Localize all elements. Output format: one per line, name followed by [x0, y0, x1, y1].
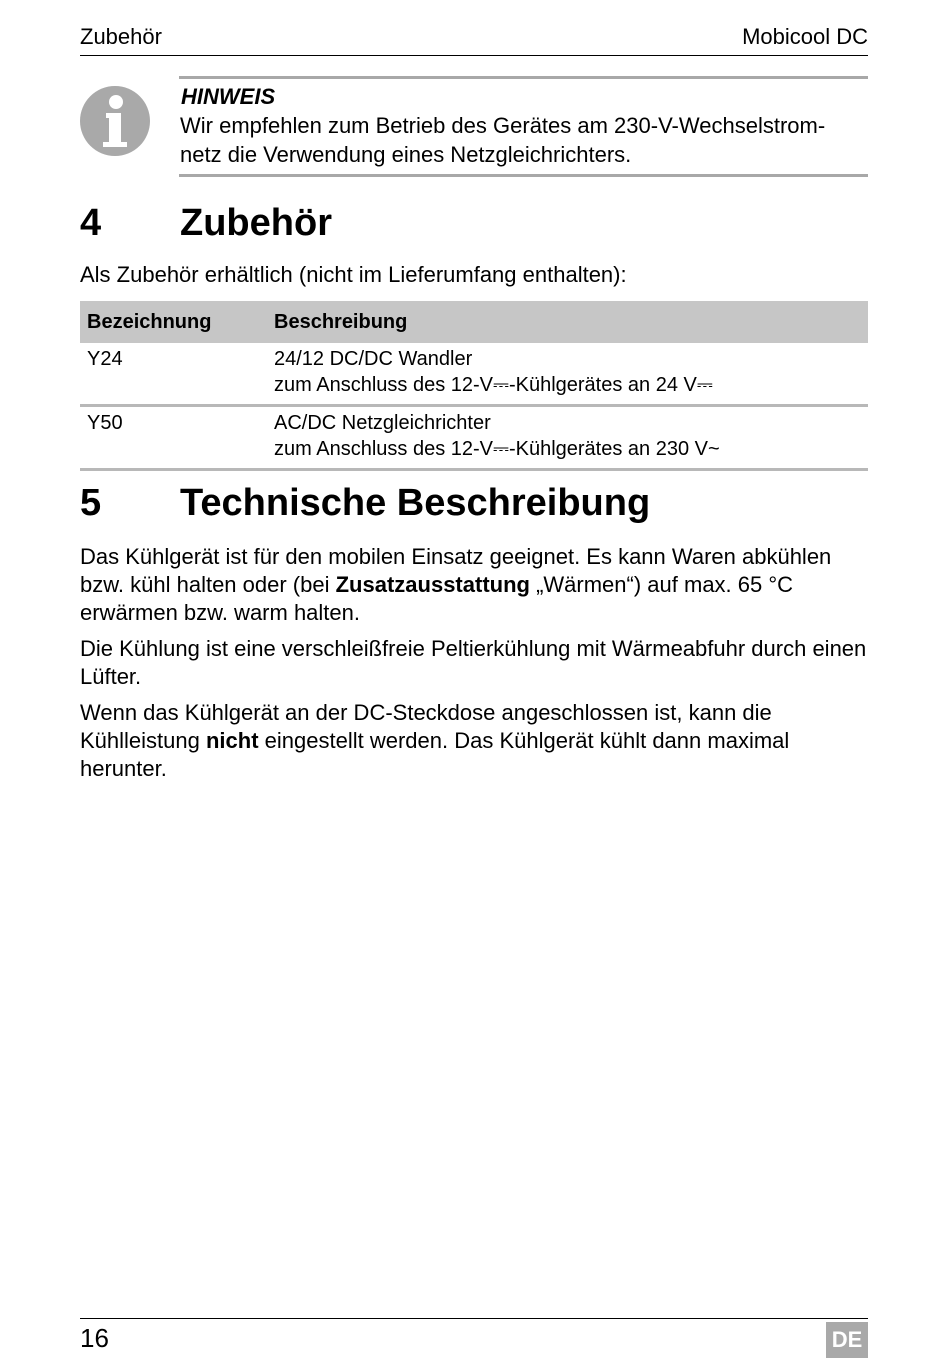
description-line: zum Anschluss des 12-V⎓-Kühlgerätes an 230 V~: [274, 438, 720, 460]
section-5-number: 5: [80, 482, 102, 524]
paragraph: Das Kühlgerät ist für den mobilen Einsatz geeignet. Es kann Waren abkühlen bzw. kühl halten oder (bei Zusatzausstattung „Wärmen“) auf max. 65 °C erwärmen bzw. warm halten.: [80, 544, 832, 625]
footer-divider: [80, 1318, 868, 1319]
section-4-intro: Als Zubehör erhältlich (nicht im Lieferumfang enthalten):: [80, 262, 627, 287]
section-5-title: Technische Beschreibung: [180, 482, 651, 524]
header-divider: [80, 55, 868, 56]
note-text-line: netz die Verwendung eines Netzgleichrichters.: [180, 142, 632, 167]
paragraph: Die Kühlung ist eine verschleißfreie Peltierkühlung mit Wärmeabfuhr durch einen Lüfter.: [80, 636, 867, 689]
description-line: 24/12 DC/DC Wandler: [274, 348, 473, 370]
note-top-rule: [179, 76, 868, 79]
note-text: [180, 111, 870, 169]
table-cell-description: [267, 343, 868, 406]
paragraph: Wenn das Kühlgerät an der DC-Steckdose angeschlossen ist, kann die Kühlleistung nicht eingestellt werden. Das Kühlgerät kühlt dann maximal herunter.: [80, 700, 790, 781]
table-row: [80, 406, 868, 470]
accessories-table: [80, 301, 868, 471]
note-text-line: Wir empfehlen zum Betrieb des Gerätes am 230-V-Wechselstrom-: [180, 113, 826, 138]
running-header-section: Zubehör: [80, 24, 162, 49]
table-row: [80, 343, 868, 406]
table-cell-designation: Y50: [80, 406, 267, 470]
language-badge: DE: [826, 1322, 868, 1358]
note-title: HINWEIS: [181, 84, 276, 109]
section-4-number: 4: [80, 202, 102, 244]
description-line: zum Anschluss des 12-V⎓-Kühlgerätes an 24 V⎓: [274, 374, 713, 396]
column-header-description: Beschreibung: [267, 301, 868, 343]
emphasis: nicht: [205, 728, 259, 753]
info-icon: [80, 86, 150, 156]
column-header-designation: Bezeichnung: [80, 301, 267, 343]
note-bottom-rule: [179, 174, 868, 177]
table-cell-description: [267, 406, 868, 470]
table-cell-designation: Y24: [80, 343, 267, 406]
emphasis: Zusatzausstattung: [335, 572, 530, 597]
table-header-row: [80, 301, 868, 343]
section-4-title: Zubehör: [180, 202, 332, 244]
page-number: 16: [80, 1323, 109, 1353]
description-line: AC/DC Netzgleichrichter: [274, 412, 491, 434]
running-header-product: Mobicool DC: [742, 24, 868, 49]
